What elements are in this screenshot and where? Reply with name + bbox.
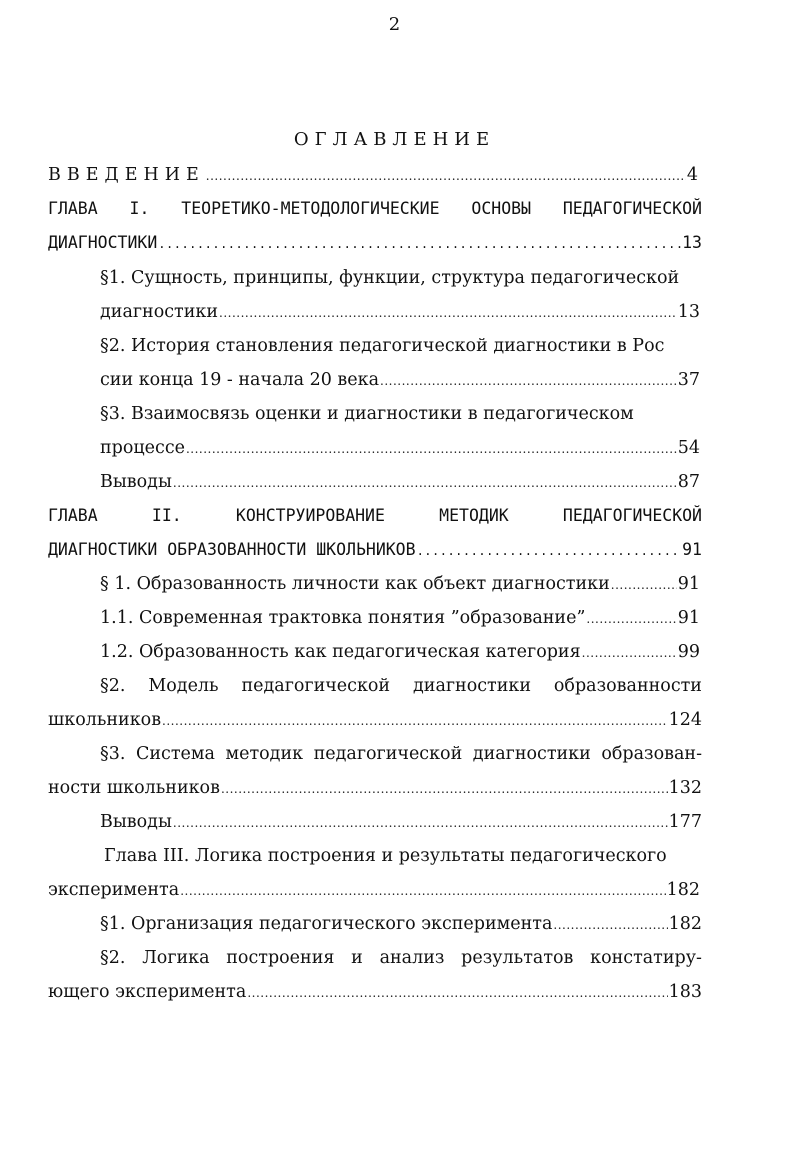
word: §3.	[100, 744, 126, 764]
word: ПЕДАГОГИЧЕСКОЙ	[562, 199, 702, 218]
toc-entry-label: диагностики	[100, 302, 218, 322]
dot-leader	[582, 638, 677, 668]
toc-entry-chapter-2-line1[interactable]	[48, 501, 702, 531]
toc-entry-ch2-subsection-1-2[interactable]	[100, 637, 700, 667]
toc-entry-page: 177	[668, 812, 702, 832]
word: I.	[129, 199, 150, 218]
toc-entry-label: ющего эксперимента	[48, 982, 247, 1002]
dot-leader	[206, 161, 686, 191]
toc-entry-page: 91	[677, 574, 700, 594]
toc-entry-page: 132	[668, 778, 702, 798]
toc-entry-label: ности школьников	[48, 778, 220, 798]
toc-title: ОГЛАВЛЕНИЕ	[293, 129, 496, 150]
toc-entry-label: эксперимента	[48, 880, 180, 900]
word: построения	[226, 948, 335, 968]
dot-leader	[186, 434, 677, 464]
dot-leader	[586, 604, 676, 634]
toc-entry-ch2-section-2-line1[interactable]	[100, 671, 702, 701]
word: и	[351, 948, 363, 968]
word: §2.	[100, 948, 126, 968]
word: диагностики	[413, 676, 531, 696]
toc-entry-ch3-section-1[interactable]	[100, 909, 702, 939]
page-number: 2	[388, 14, 401, 35]
toc-entry-ch2-section-2-line2[interactable]	[48, 705, 702, 735]
toc-entry-page: 124	[668, 710, 702, 730]
toc-entry-page: 54	[677, 438, 700, 458]
toc-entry-label: Глава III. Логика построения и результаты педагогического	[104, 846, 667, 866]
toc-entry-label: 1.1. Современная трактовка понятия ”образование”	[100, 608, 586, 628]
toc-entry-chapter-1-line2[interactable]	[48, 228, 702, 258]
toc-entry-ch1-section-1-line2[interactable]	[100, 297, 700, 327]
toc-entry-ch1-section-3-line2[interactable]	[100, 433, 700, 463]
toc-entry-chapter-3-line2[interactable]	[48, 875, 700, 905]
toc-entry-page: 91	[677, 608, 700, 628]
toc-entry-page: 87	[677, 472, 700, 492]
dot-leader	[158, 229, 681, 259]
toc-entry-label: §1. Сущность, принципы, функции, структура педагогической	[100, 268, 680, 288]
word: ТЕОРЕТИКО-МЕТОДОЛОГИЧЕСКИЕ	[181, 199, 440, 218]
dot-leader	[162, 706, 668, 736]
toc-entry-label: процессе	[100, 438, 185, 458]
toc-entry-ch2-conclusions[interactable]	[100, 807, 702, 837]
toc-entry-ch1-section-3-line1[interactable]	[100, 399, 700, 429]
word: констатиру-	[590, 948, 702, 968]
toc-entry-page: 183	[668, 982, 702, 1002]
word: §2.	[100, 676, 126, 696]
toc-entry-ch1-conclusions[interactable]	[100, 467, 700, 497]
word: результатов	[461, 948, 574, 968]
dot-leader	[611, 570, 677, 600]
toc-entry-ch3-section-2-line1[interactable]	[100, 943, 702, 973]
word: Система	[136, 744, 215, 764]
toc-entry-page: 13	[677, 302, 700, 322]
word: КОНСТРУИРОВАНИЕ	[235, 506, 385, 525]
dot-leader	[180, 876, 665, 906]
dot-leader	[553, 910, 667, 940]
toc-entry-page: 4	[686, 165, 698, 185]
toc-entry-page: 91	[682, 540, 702, 559]
toc-entry-label: ДИАГНОСТИКИ ОБРАЗОВАННОСТИ ШКОЛЬНИКОВ	[48, 540, 416, 559]
toc-entry-chapter-2-line2[interactable]	[48, 535, 702, 565]
toc-entry-chapter-3-line1[interactable]	[104, 841, 704, 871]
toc-entry-page: 37	[677, 370, 700, 390]
dot-leader	[173, 808, 668, 838]
dot-leader	[380, 366, 677, 396]
dot-leader	[417, 536, 682, 566]
toc-entry-label: ВВЕДЕНИЕ	[48, 165, 205, 185]
toc-entry-page: 99	[677, 642, 700, 662]
word: МЕТОДИК	[439, 506, 509, 525]
word: ГЛАВА	[48, 199, 98, 218]
word: ГЛАВА	[48, 506, 98, 525]
word: ОСНОВЫ	[471, 199, 532, 218]
dot-leader	[219, 298, 677, 328]
toc-entry-ch2-section-3-line2[interactable]	[48, 773, 702, 803]
word: Логика	[142, 948, 210, 968]
toc-entry-ch1-section-2-line2[interactable]	[100, 365, 700, 395]
toc-entry-chapter-1-line1[interactable]	[48, 194, 702, 224]
word: педагогической	[313, 744, 463, 764]
word: образованности	[553, 676, 702, 696]
toc-entry-label: Выводы	[100, 812, 172, 832]
word: анализ	[379, 948, 445, 968]
toc-entry-ch1-section-2-line1[interactable]	[100, 331, 700, 361]
toc-entry-ch2-section-1[interactable]	[100, 569, 700, 599]
toc-entry-ch2-subsection-1-1[interactable]	[100, 603, 700, 633]
word: Модель	[148, 676, 219, 696]
toc-entry-ch1-section-1-line1[interactable]	[100, 263, 700, 293]
toc-entry-label: сии конца 19 - начала 20 века	[100, 370, 380, 390]
word: педагогической	[241, 676, 391, 696]
dot-leader	[221, 774, 668, 804]
toc-entry-label: ДИАГНОСТИКИ	[48, 233, 158, 252]
word: II.	[151, 506, 182, 525]
toc-entry-label: §3. Взаимосвязь оценки и диагностики в педагогическом	[100, 404, 634, 424]
word: методик	[225, 744, 304, 764]
toc-entry-page: 182	[668, 914, 702, 934]
word: диагностики	[472, 744, 591, 764]
dot-leader	[247, 978, 667, 1008]
word: образован-	[601, 744, 702, 764]
toc-entry-introduction[interactable]	[48, 160, 698, 190]
word: ПЕДАГОГИЧЕСКОЙ	[562, 506, 702, 525]
toc-entry-label: § 1. Образованность личности как объект диагностики	[100, 574, 610, 594]
toc-entry-ch3-section-2-line2[interactable]	[48, 977, 702, 1007]
dot-leader	[173, 468, 677, 498]
toc-entry-label: 1.2. Образованность как педагогическая категория	[100, 642, 581, 662]
toc-entry-label: школьников	[48, 710, 162, 730]
toc-entry-ch2-section-3-line1[interactable]	[100, 739, 702, 769]
toc-entry-label: §2. История становления педагогической диагностики в Рос	[100, 336, 665, 356]
toc-entry-page: 182	[666, 880, 700, 900]
toc-entry-label: Выводы	[100, 472, 172, 492]
toc-entry-label: §1. Организация педагогического эксперимента	[100, 914, 553, 934]
toc-entry-page: 13	[682, 233, 702, 252]
